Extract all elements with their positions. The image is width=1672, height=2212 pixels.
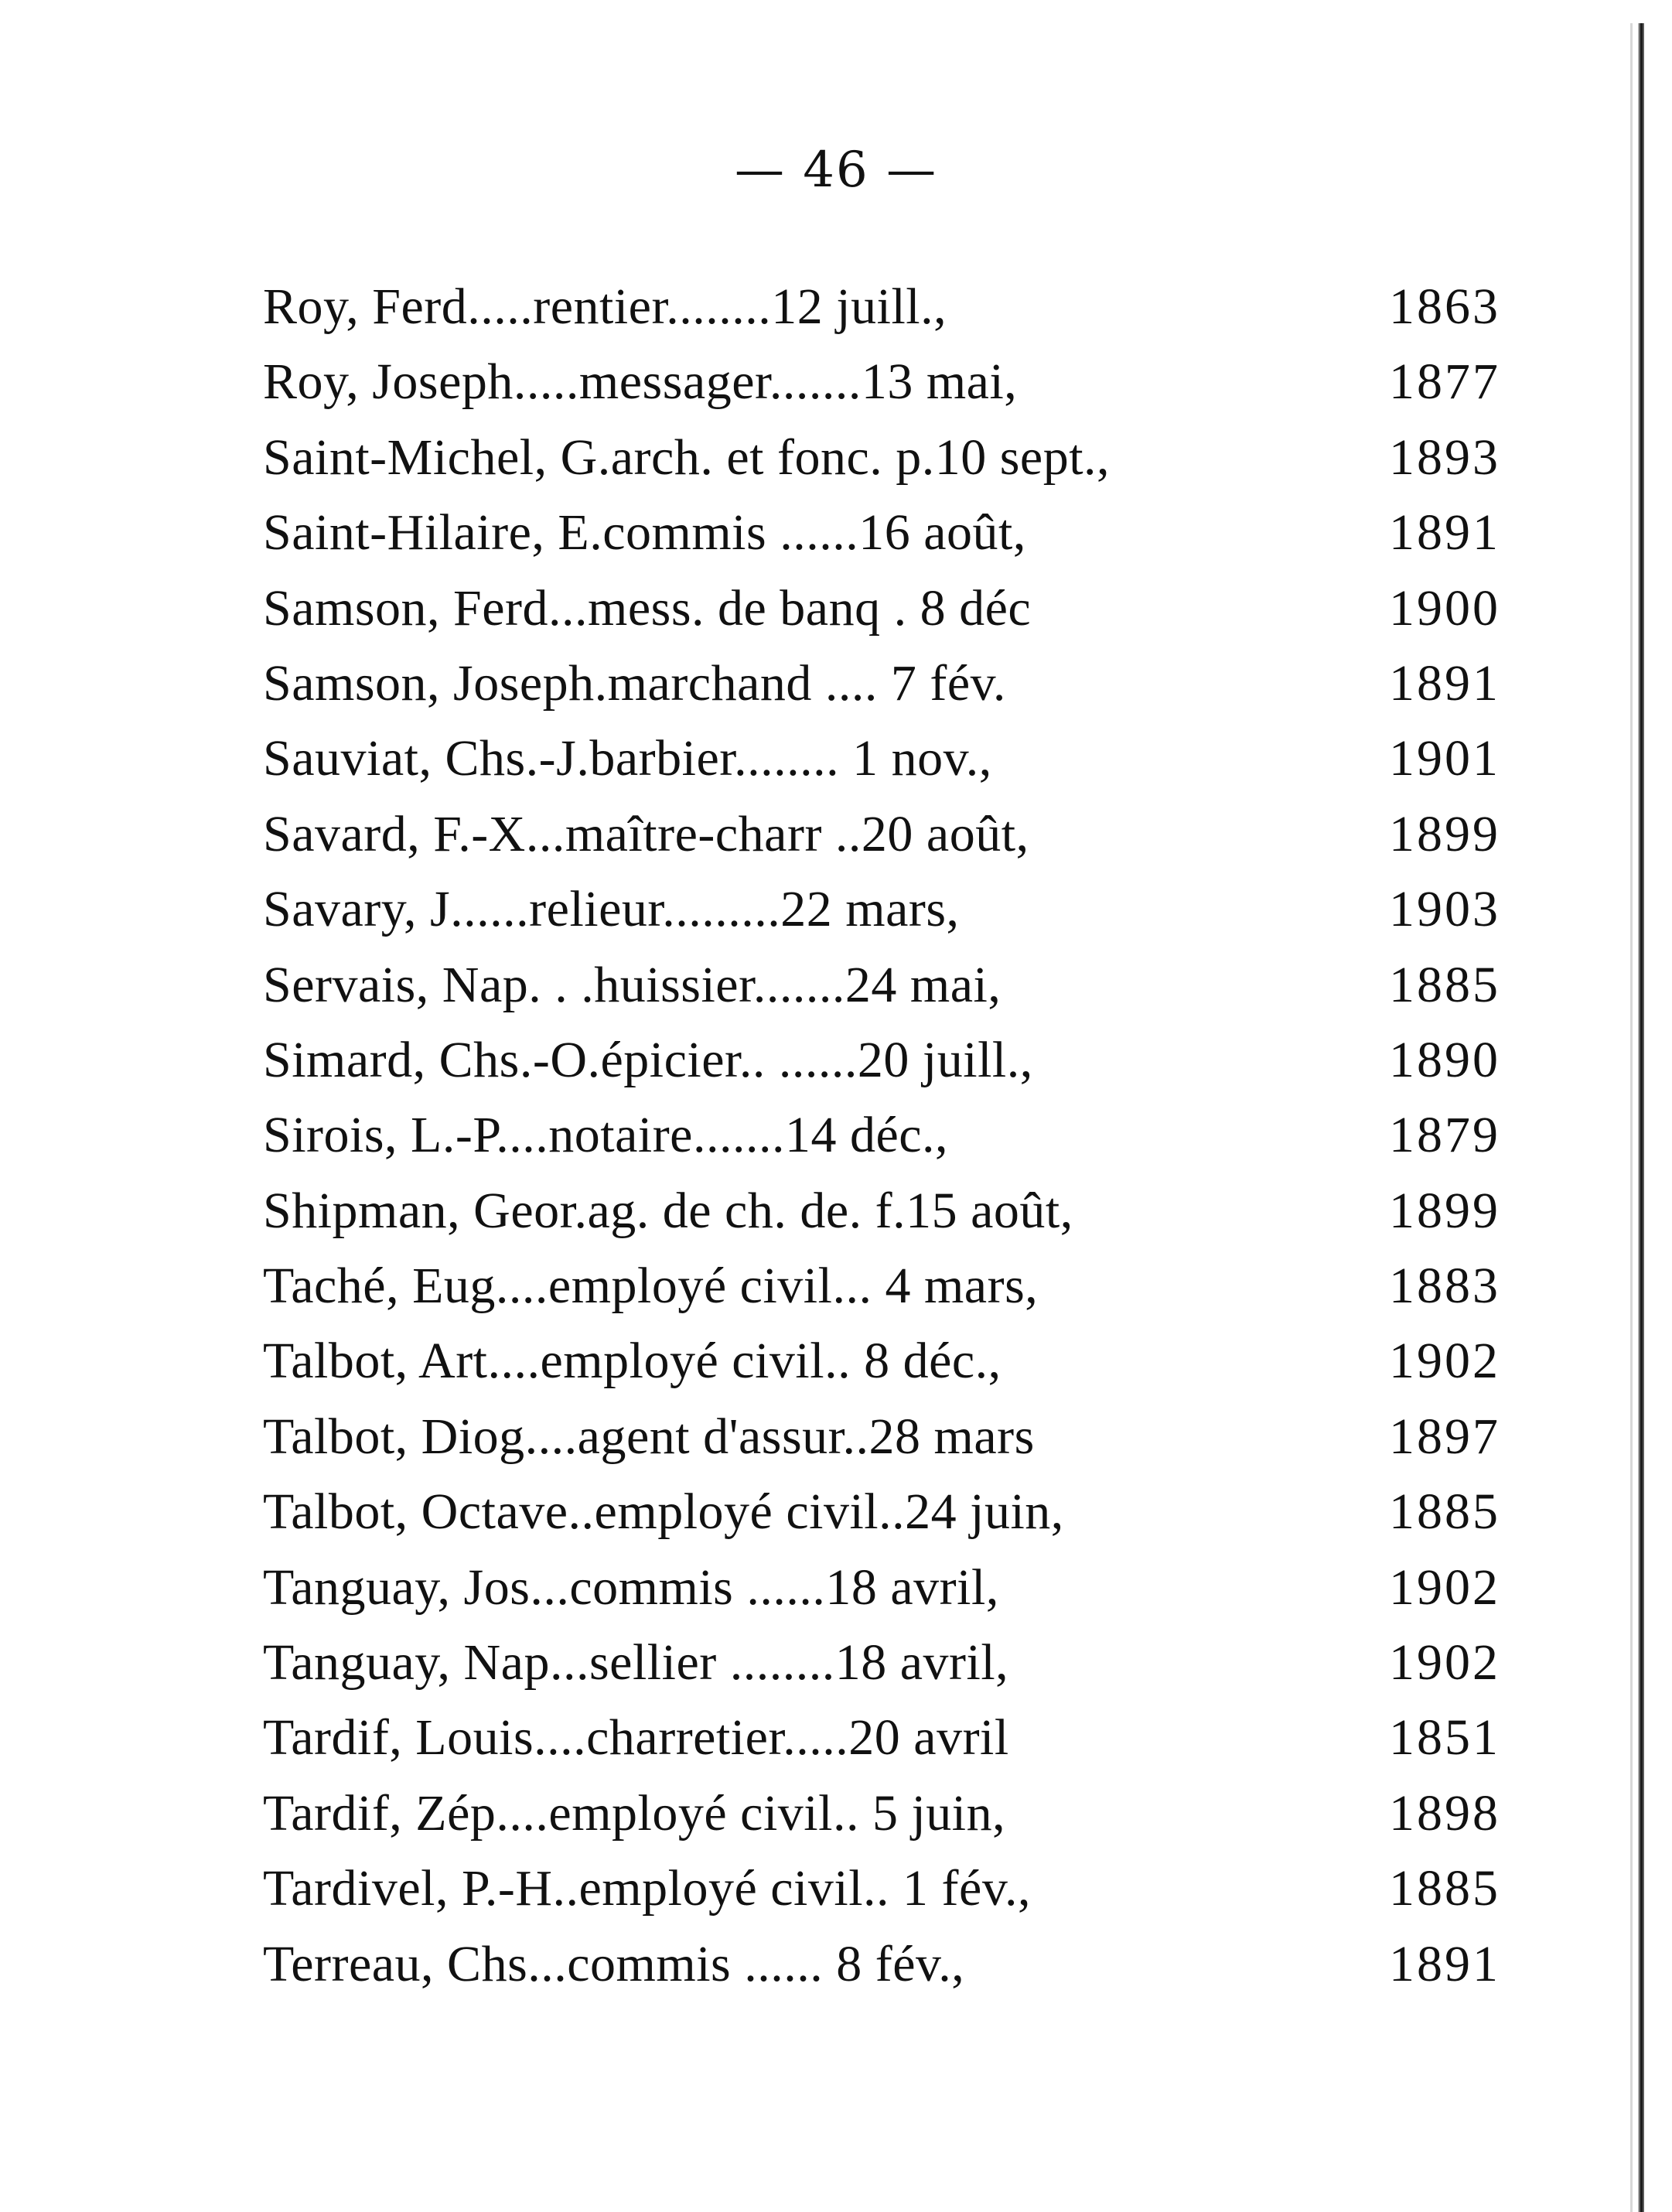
list-item <box>263 1399 1500 1474</box>
entry-text: Talbot, Art....employé civil.. 8 déc., <box>263 1333 1001 1390</box>
list-item <box>263 1474 1500 1549</box>
list-item <box>263 1323 1500 1398</box>
entry-year: 1902 <box>1389 1634 1500 1691</box>
list-item <box>263 1022 1500 1097</box>
entry-year: 1885 <box>1389 1860 1500 1917</box>
entry-text: Samson, Ferd...mess. de banq . 8 déc <box>263 579 1032 637</box>
entry-year: 1900 <box>1389 579 1500 637</box>
list-item <box>263 571 1500 646</box>
entry-year: 1891 <box>1389 654 1500 712</box>
entry-text: Taché, Eug....employé civil... 4 mars, <box>263 1258 1039 1315</box>
entry-text: Samson, Joseph.marchand .... 7 fév. <box>263 654 1006 712</box>
entry-text: Roy, Joseph.....messager.......13 mai, <box>263 353 1018 411</box>
entry-text: Talbot, Octave..employé civil..24 juin, <box>263 1483 1064 1541</box>
list-item <box>263 721 1500 796</box>
entry-year: 1897 <box>1389 1408 1500 1465</box>
entry-text: Sauviat, Chs.-J.barbier........ 1 nov., <box>263 730 992 787</box>
list-item <box>263 344 1500 419</box>
page-edge-rule <box>1638 23 1644 2212</box>
entry-text: Simard, Chs.-O.épicier.. ......20 juill., <box>263 1031 1033 1088</box>
list-item <box>263 797 1500 872</box>
entry-text: Saint-Michel, G.arch. et fonc. p.10 sept., <box>263 428 1111 486</box>
entry-year: 1899 <box>1389 1182 1500 1239</box>
page-edge-shadow <box>1630 23 1633 2212</box>
entry-year: 1885 <box>1389 956 1500 1013</box>
entry-year: 1885 <box>1389 1483 1500 1541</box>
entry-year: 1898 <box>1389 1784 1500 1842</box>
entry-text: Tanguay, Jos...commis ......18 avril, <box>263 1558 999 1616</box>
entry-year: 1877 <box>1389 353 1500 411</box>
list-item <box>263 1776 1500 1851</box>
entry-year: 1901 <box>1389 730 1500 787</box>
list-item <box>263 1625 1500 1700</box>
entry-year: 1879 <box>1389 1107 1500 1164</box>
list-item <box>263 1927 1500 2002</box>
list-item <box>263 495 1500 570</box>
list-item <box>263 1097 1500 1173</box>
entries-list <box>263 269 1500 2002</box>
entry-text: Tardif, Zép....employé civil.. 5 juin, <box>263 1784 1006 1842</box>
entry-text: Tardivel, P.-H..employé civil.. 1 fév., <box>263 1860 1032 1917</box>
entry-year: 1903 <box>1389 881 1500 938</box>
entry-year: 1891 <box>1389 504 1500 562</box>
entry-text: Sirois, L.-P....notaire.......14 déc., <box>263 1107 949 1164</box>
list-item <box>263 872 1500 947</box>
entry-text: Roy, Ferd.....rentier........12 juill., <box>263 278 947 335</box>
list-item <box>263 269 1500 344</box>
list-item <box>263 1700 1500 1775</box>
entry-text: Terreau, Chs...commis ...... 8 fév., <box>263 1935 965 1992</box>
entry-year: 1902 <box>1389 1333 1500 1390</box>
list-item <box>263 646 1500 721</box>
page-number: — 46 — <box>734 142 938 199</box>
list-item <box>263 1248 1500 1323</box>
entry-text: Savary, J......relieur.........22 mars, <box>263 881 960 938</box>
entry-year: 1851 <box>1389 1709 1500 1767</box>
entry-text: Shipman, Geor.ag. de ch. de. f.15 août, <box>263 1182 1073 1239</box>
entry-year: 1891 <box>1389 1935 1500 1992</box>
entry-text: Saint-Hilaire, E.commis ......16 août, <box>263 504 1026 562</box>
entry-year: 1893 <box>1389 428 1500 486</box>
entry-text: Savard, F.-X...maître-charr ..20 août, <box>263 805 1029 862</box>
list-item <box>263 1173 1500 1248</box>
entry-year: 1863 <box>1389 278 1500 335</box>
entry-year: 1883 <box>1389 1258 1500 1315</box>
list-item <box>263 1550 1500 1625</box>
list-item <box>263 947 1500 1022</box>
entry-text: Tardif, Louis....charretier.....20 avril <box>263 1709 1009 1767</box>
list-item <box>263 1851 1500 1926</box>
entry-year: 1890 <box>1389 1031 1500 1088</box>
list-item <box>263 420 1500 495</box>
entry-text: Servais, Nap. . .huissier.......24 mai, <box>263 956 1001 1013</box>
entry-year: 1902 <box>1389 1558 1500 1616</box>
entry-year: 1899 <box>1389 805 1500 862</box>
entry-text: Talbot, Diog....agent d'assur..28 mars <box>263 1408 1035 1465</box>
entry-text: Tanguay, Nap...sellier ........18 avril, <box>263 1634 1009 1691</box>
